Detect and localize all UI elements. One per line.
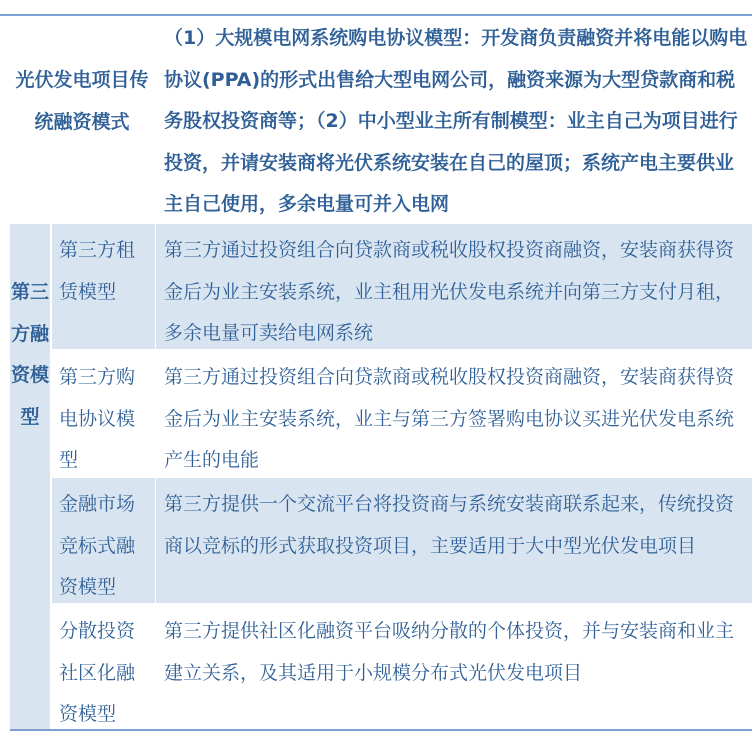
cell-divider — [155, 478, 156, 603]
third-party-group-text: 第三方融资模型 — [10, 281, 49, 428]
cell-divider — [155, 224, 156, 349]
third-party-group-label — [10, 224, 50, 729]
model-name: 分散投资社区化融资模型 — [59, 620, 136, 725]
bottom-border — [10, 729, 752, 731]
traditional-model-description: （1）大规模电网系统购电协议模型：开发商负责融资并将电能以购电协议(PPA)的形式出售给大型电网公司，融资来源为大型贷款商和税务股权投资商等；（2）中小型业主所有制模型：业主自己为项目进行投资，并请安装商将光伏系统安装在自己的屋顶；系统产电主要供业主自己使用，多余电量可并入电网 — [164, 27, 748, 215]
table-row — [52, 478, 752, 603]
table-row — [52, 605, 752, 729]
model-description: 第三方提供社区化融资平台吸纳分散的个体投资，并与安装商和业主建立关系，及其适用于小规模分布式光伏发电项目 — [164, 620, 735, 684]
model-name: 金融市场竞标式融资模型 — [59, 493, 136, 598]
model-description: 第三方提供一个交流平台将投资商与系统安装商联系起来，传统投资商以竞标的形式获取投资项目，主要适用于大中型光伏发电项目 — [164, 493, 735, 557]
model-description: 第三方通过投资组合向贷款商或税收股权投资商融资，安装商获得资金后为业主安装系统，业主与第三方签署购电协议买进光伏发电系统产生的电能 — [164, 366, 735, 471]
traditional-model-label: 光伏发电项目传统融资模式 — [15, 69, 149, 133]
table-row — [52, 224, 752, 349]
model-description: 第三方通过投资组合向贷款商或税收股权投资商融资，安装商获得资金后为业主安装系统，业主租用光伏发电系统并向第三方支付月租，多余电量可卖给电网系统 — [164, 239, 735, 344]
table-row — [52, 351, 752, 476]
model-name: 第三方购电协议模型 — [59, 366, 136, 471]
model-name: 第三方租赁模型 — [59, 239, 136, 303]
top-border — [0, 14, 752, 16]
